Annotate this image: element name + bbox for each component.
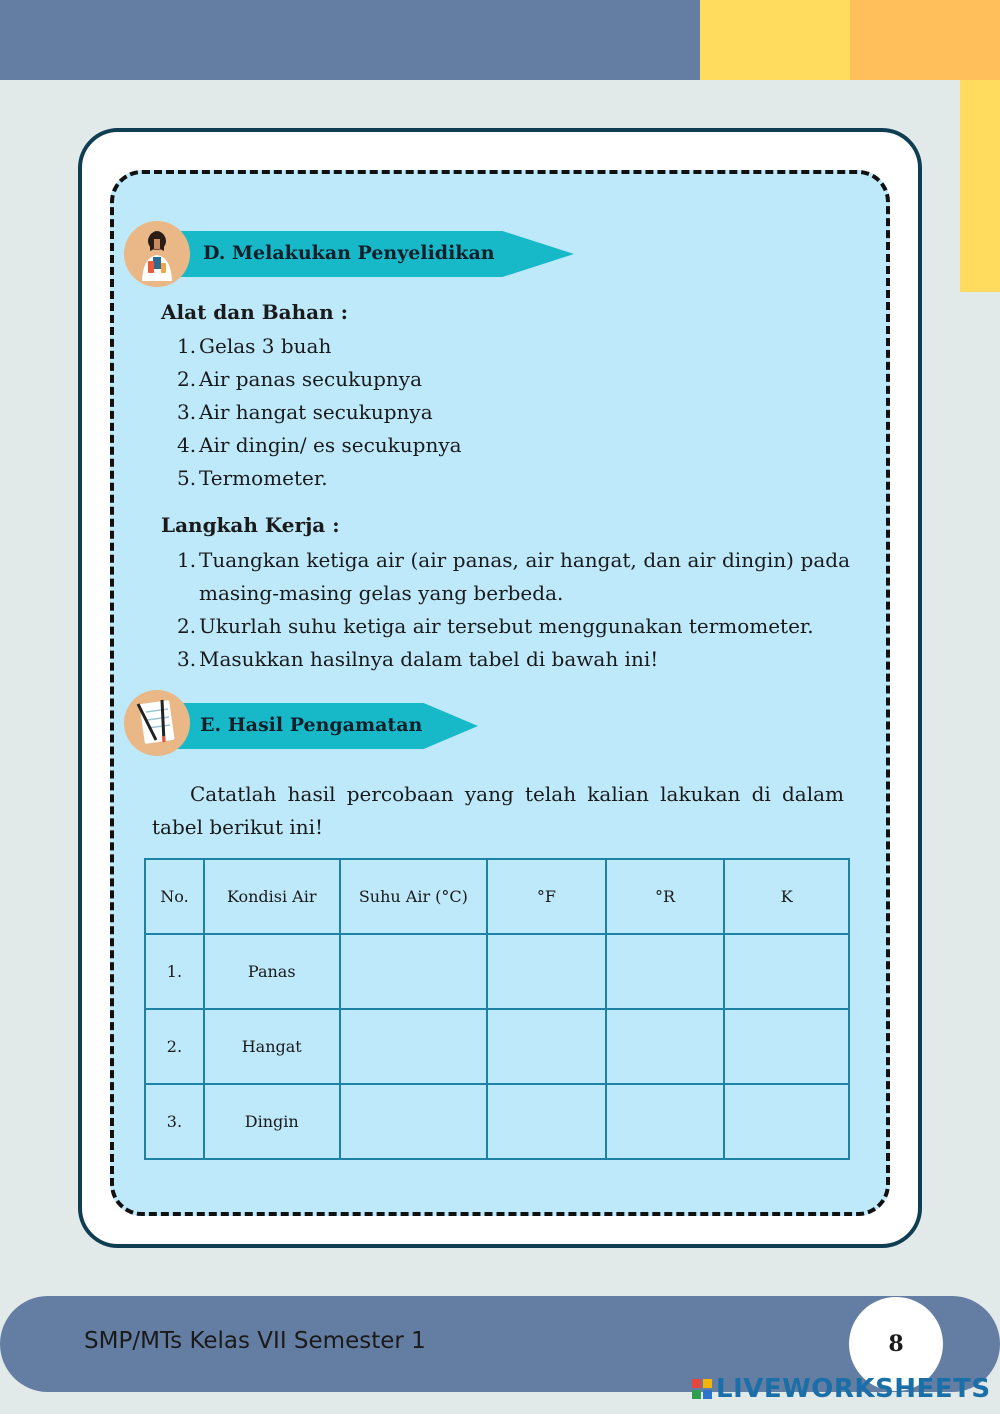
steps-list	[161, 544, 850, 676]
reaumur-cell[interactable]	[606, 934, 725, 1009]
watermark-logo[interactable]	[692, 1374, 991, 1404]
section-e-title: E. Hasil Pengamatan	[200, 714, 423, 736]
celsius-cell[interactable]	[340, 1009, 488, 1084]
watermark-text: LIVEWORKSHEETS	[716, 1374, 991, 1404]
column-header: Kondisi Air	[204, 859, 340, 934]
column-header: °R	[606, 859, 725, 934]
list-item: 1. Tuangkan ketiga air (air panas, air hangat, dan air dingin) pada masing-masing gelas yang berbeda.	[177, 548, 850, 605]
steps-heading: Langkah Kerja :	[161, 513, 340, 537]
list-item: 2. Ukurlah suhu ketiga air tersebut menggunakan termometer.	[177, 614, 814, 638]
observation-table	[144, 858, 850, 1160]
row-number: 1.	[145, 934, 204, 1009]
liveworksheets-icon	[692, 1379, 712, 1399]
reaumur-cell[interactable]	[606, 1084, 725, 1159]
list-item: 1. Gelas 3 buah	[177, 334, 332, 358]
kelvin-cell[interactable]	[724, 934, 849, 1009]
water-condition: Dingin	[204, 1084, 340, 1159]
page-number: 8	[849, 1297, 943, 1391]
kelvin-cell[interactable]	[724, 1009, 849, 1084]
footer-label: SMP/MTs Kelas VII Semester 1	[84, 1328, 426, 1354]
list-item: 3. Masukkan hasilnya dalam tabel di bawah ini!	[177, 647, 659, 671]
instruction-paragraph: Catatlah hasil percobaan yang telah kalian lakukan di dalam tabel berikut ini!	[152, 782, 844, 839]
side-accent-yellow	[960, 80, 1000, 292]
fahrenheit-cell[interactable]	[487, 934, 606, 1009]
header-accent-yellow	[700, 0, 850, 80]
list-item: 4. Air dingin/ es secukupnya	[177, 433, 462, 457]
section-d-title: D. Melakukan Penyelidikan	[203, 242, 495, 264]
list-item: 5. Termometer.	[177, 466, 328, 490]
fahrenheit-cell[interactable]	[487, 1084, 606, 1159]
list-item: 2. Air panas secukupnya	[177, 367, 422, 391]
celsius-cell[interactable]	[340, 1084, 488, 1159]
notebook-pencil-icon	[124, 690, 190, 756]
tools-list	[161, 330, 661, 495]
column-header: Suhu Air (°C)	[340, 859, 488, 934]
row-number: 2.	[145, 1009, 204, 1084]
column-header: No.	[145, 859, 204, 934]
list-item: 3. Air hangat secukupnya	[177, 400, 433, 424]
table-row	[145, 1009, 849, 1084]
reaumur-cell[interactable]	[606, 1009, 725, 1084]
header-band	[0, 0, 700, 80]
fahrenheit-cell[interactable]	[487, 1009, 606, 1084]
table-row	[145, 934, 849, 1009]
column-header: K	[724, 859, 849, 934]
header-accent-orange	[850, 0, 1000, 80]
column-header: °F	[487, 859, 606, 934]
table-header-row	[145, 859, 849, 934]
celsius-cell[interactable]	[340, 934, 488, 1009]
water-condition: Panas	[204, 934, 340, 1009]
table-row	[145, 1084, 849, 1159]
scientist-icon	[124, 221, 190, 287]
row-number: 3.	[145, 1084, 204, 1159]
kelvin-cell[interactable]	[724, 1084, 849, 1159]
tools-heading: Alat dan Bahan :	[161, 300, 348, 324]
water-condition: Hangat	[204, 1009, 340, 1084]
